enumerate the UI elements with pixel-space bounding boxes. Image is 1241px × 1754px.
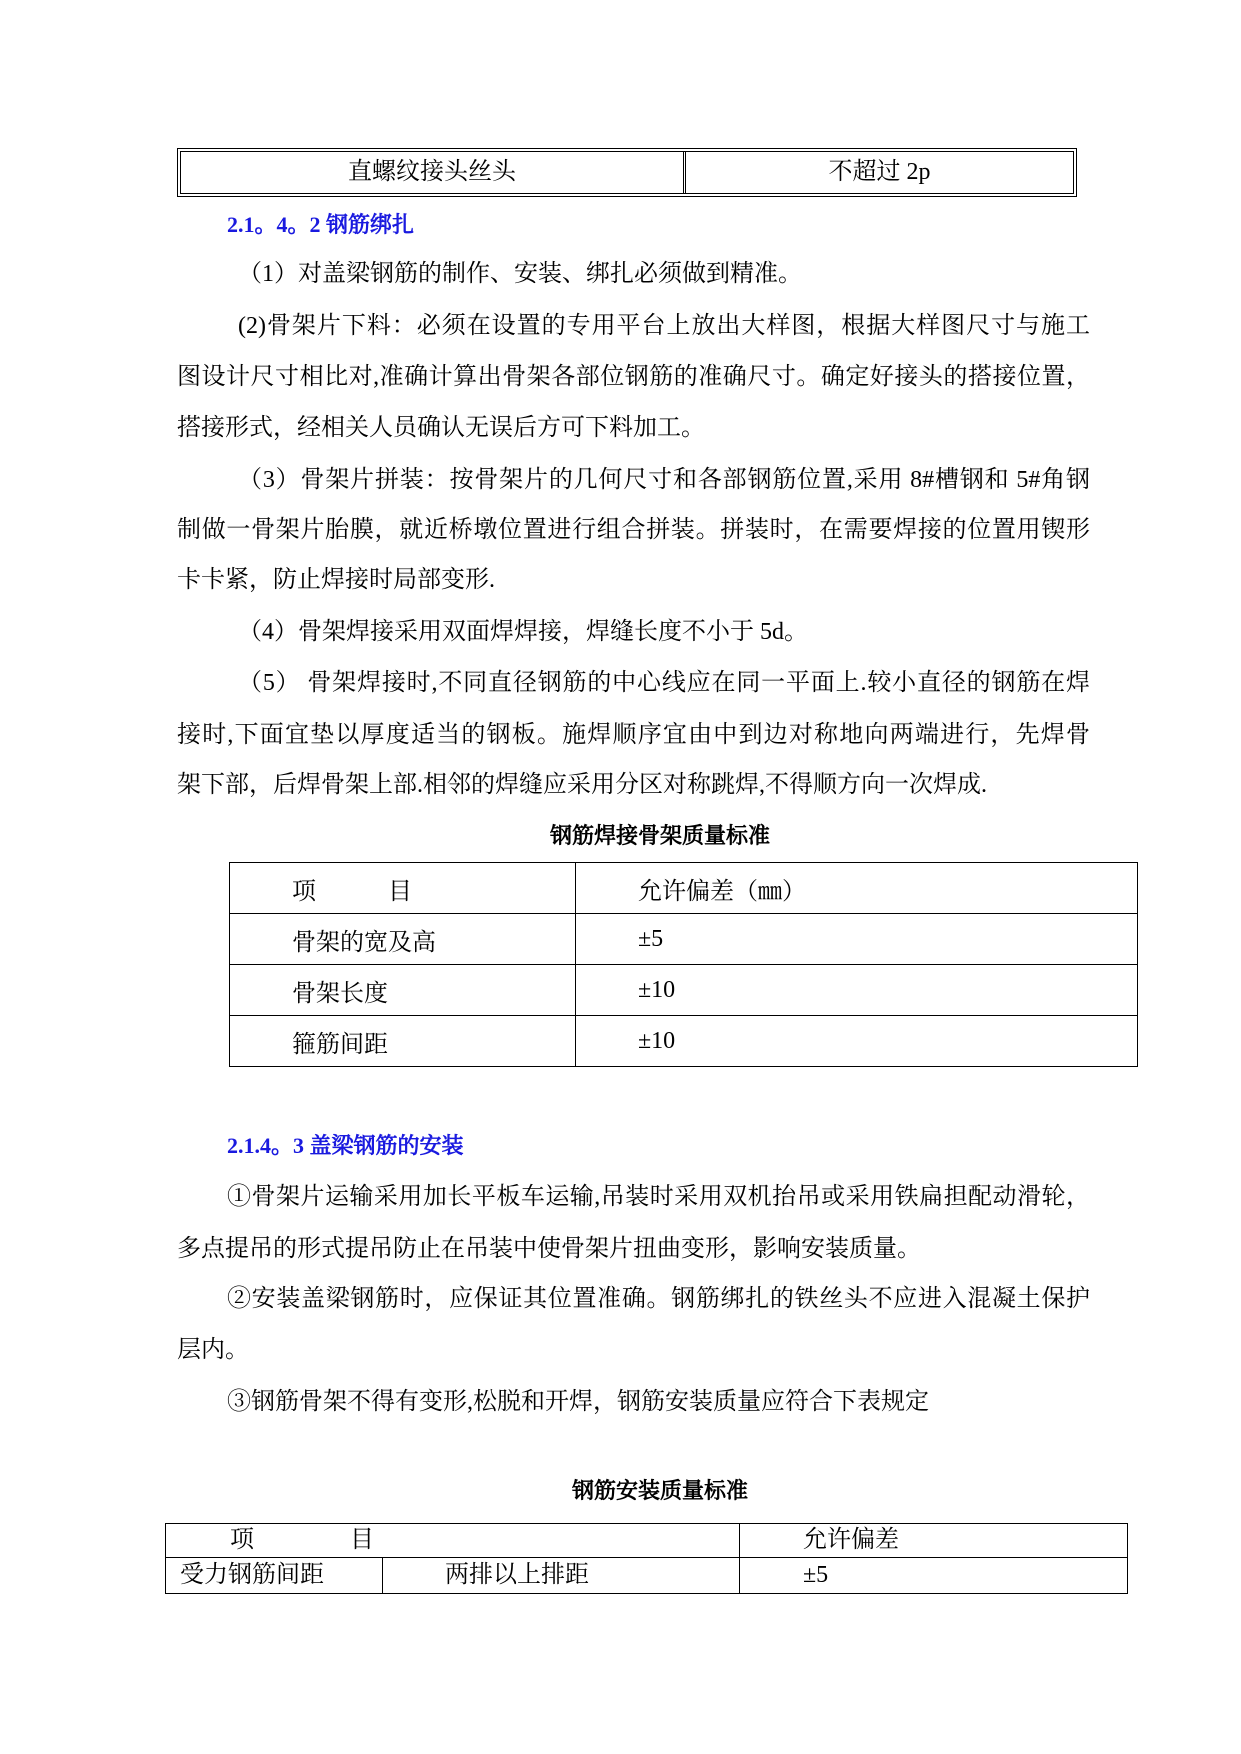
paragraph-line: ①骨架片运输采用加长平板车运输,吊装时采用双机抬吊或采用铁扁担配动滑轮， bbox=[227, 1184, 1090, 1210]
table-cell-item: 受力钢筋间距 bbox=[166, 1558, 383, 1594]
paragraph-line: ②安装盖梁钢筋时，应保证其位置准确。钢筋绑扎的铁丝头不应进入混凝土保护 bbox=[227, 1286, 1090, 1312]
table-cell-subitem: 两排以上排距 bbox=[383, 1558, 740, 1594]
top-table-cell-value: 不超过 2p bbox=[828, 159, 931, 185]
table-header-cell: 允许偏差（㎜） bbox=[576, 863, 1138, 914]
table-cell-item: 箍筋间距 bbox=[230, 1016, 576, 1067]
install-quality-table bbox=[165, 1523, 1128, 1594]
paragraph-line: 卡卡紧，防止焊接时局部变形. bbox=[177, 567, 495, 593]
paragraph-line: (2)骨架片下料：必须在设置的专用平台上放出大样图，根据大样图尺寸与施工 bbox=[238, 313, 1090, 339]
table-cell-item: 骨架长度 bbox=[230, 965, 576, 1016]
table-row bbox=[230, 914, 1138, 965]
table-cell-item: 骨架的宽及高 bbox=[230, 914, 576, 965]
install-table-title: 钢筋安装质量标准 bbox=[571, 1478, 748, 1503]
paragraph-line: （3）骨架片拼装：按骨架片的几何尺寸和各部钢筋位置,采用 8#槽钢和 5#角钢 bbox=[238, 467, 1090, 493]
table-cell-tolerance: ±5 bbox=[576, 914, 1138, 965]
top-table bbox=[177, 148, 1077, 197]
weld-quality-table bbox=[229, 862, 1138, 1067]
paragraph-line: 多点提吊的形式提吊防止在吊装中使骨架片扭曲变形，影响安装质量。 bbox=[177, 1236, 921, 1262]
table-cell-tolerance: ±10 bbox=[576, 965, 1138, 1016]
table-header-row bbox=[230, 863, 1138, 914]
paragraph-line: 架下部，后焊骨架上部.相邻的焊缝应采用分区对称跳焊,不得顺方向一次焊成. bbox=[177, 772, 987, 798]
paragraph-line: ③钢筋骨架不得有变形,松脱和开焊，钢筋安装质量应符合下表规定 bbox=[227, 1389, 929, 1415]
table-header-cell: 项 目 bbox=[166, 1524, 740, 1558]
paragraph-line: 图设计尺寸相比对,准确计算出骨架各部位钢筋的准确尺寸。确定好接头的搭接位置， bbox=[177, 364, 1090, 390]
paragraph-line: （5） 骨架焊接时,不同直径钢筋的中心线应在同一平面上.较小直径的钢筋在焊 bbox=[238, 670, 1090, 696]
paragraph-line: 接时,下面宜垫以厚度适当的钢板。施焊顺序宜由中到边对称地向两端进行，先焊骨 bbox=[177, 722, 1090, 748]
table-header-cell: 允许偏差 bbox=[740, 1524, 1128, 1558]
table-cell-tolerance: ±5 bbox=[740, 1558, 1128, 1594]
paragraph-line: 制做一骨架片胎膜，就近桥墩位置进行组合拼装。拼装时，在需要焊接的位置用锲形 bbox=[177, 517, 1090, 543]
section-heading-rebar-binding: 2.1。4。2 钢筋绑扎 bbox=[227, 212, 415, 237]
table-row bbox=[230, 965, 1138, 1016]
table-row bbox=[230, 1016, 1138, 1067]
table-header-row bbox=[166, 1524, 1128, 1558]
weld-table-title: 钢筋焊接骨架质量标准 bbox=[549, 823, 770, 848]
paragraph-line: （4）骨架焊接采用双面焊焊接，焊缝长度不小于 5d。 bbox=[238, 619, 808, 645]
section-heading-rebar-installation: 2.1.4。3 盖梁钢筋的安装 bbox=[227, 1133, 464, 1158]
table-cell-tolerance: ±10 bbox=[576, 1016, 1138, 1067]
paragraph-line: （1）对盖梁钢筋的制作、安装、绑扎必须做到精准。 bbox=[238, 261, 802, 287]
paragraph-line: 层内。 bbox=[177, 1337, 249, 1363]
table-row bbox=[166, 1558, 1128, 1594]
table-header-cell: 项 目 bbox=[230, 863, 576, 914]
top-table-cell-item: 直螺纹接头丝头 bbox=[181, 152, 686, 193]
paragraph-line: 搭接形式，经相关人员确认无误后方可下料加工。 bbox=[177, 415, 705, 441]
